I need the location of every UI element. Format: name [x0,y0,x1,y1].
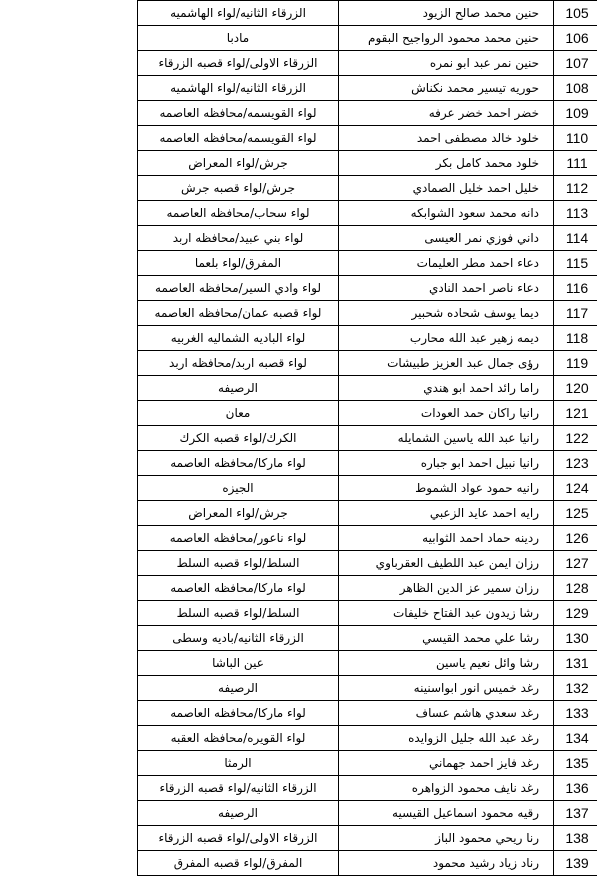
number-cell: 125 [554,501,597,526]
place-cell: لواء سحاب/محافظه العاصمه [138,201,339,226]
table-row [138,701,597,726]
number-cell: 122 [554,426,597,451]
number-cell: 111 [554,151,597,176]
place-cell: الجيزه [138,476,339,501]
name-cell: رنا ريحي محمود الباز [339,826,554,851]
place-cell: جرش/لواء قصبه جرش [138,176,339,201]
number-cell: 127 [554,551,597,576]
number-cell: 109 [554,101,597,126]
place-cell: الرمثا [138,751,339,776]
place-cell: السلط/لواء قصبه السلط [138,551,339,576]
name-cell: خلود محمد كامل بكر [339,151,554,176]
table-row [138,326,597,351]
place-cell: جرش/لواء المعراض [138,151,339,176]
name-cell: رقيه محمود اسماعيل القيسيه [339,801,554,826]
name-cell: ديمه زهير عبد الله محارب [339,326,554,351]
name-cell: خضر احمد خضر عرفه [339,101,554,126]
place-cell: الرصيفه [138,676,339,701]
number-cell: 139 [554,851,597,876]
number-cell: 132 [554,676,597,701]
place-cell: لواء ماركا/محافظه العاصمه [138,451,339,476]
table-row [138,801,597,826]
name-cell: راما رائد احمد ابو هندي [339,376,554,401]
table-row [138,351,597,376]
number-cell: 108 [554,76,597,101]
name-cell: دعاء احمد مطر العليمات [339,251,554,276]
table-row [138,201,597,226]
number-cell: 133 [554,701,597,726]
table-row [138,751,597,776]
place-cell: لواء وادي السير/محافظه العاصمه [138,276,339,301]
number-cell: 126 [554,526,597,551]
place-cell: لواء القويسمه/محافظه العاصمه [138,126,339,151]
number-cell: 135 [554,751,597,776]
number-cell: 137 [554,801,597,826]
name-cell: حنين نمر عبد ابو نمره [339,51,554,76]
number-cell: 130 [554,626,597,651]
name-cell: ردينه حماد احمد الثوابيه [339,526,554,551]
place-cell: لواء القويسمه/محافظه العاصمه [138,101,339,126]
table-row [138,451,597,476]
place-cell: لواء ماركا/محافظه العاصمه [138,576,339,601]
name-cell: ديما يوسف شحاده شحبير [339,301,554,326]
table-row [138,476,597,501]
number-cell: 117 [554,301,597,326]
number-cell: 106 [554,26,597,51]
name-cell: دانه محمد سعود الشوابكه [339,201,554,226]
table-row [138,1,597,26]
table-row [138,601,597,626]
name-cell: رغد خميس انور ابواسنينه [339,676,554,701]
table-row [138,251,597,276]
table-row [138,376,597,401]
name-cell: رايه احمد عايد الزعبي [339,501,554,526]
table-row [138,676,597,701]
place-cell: الزرقاء الاولى/لواء قصبه الزرقاء [138,51,339,76]
place-cell: الزرقاء الثانيه/لواء الهاشميه [138,1,339,26]
place-cell: مادبا [138,26,339,51]
name-cell: داني فوزي نمر العيسى [339,226,554,251]
number-cell: 128 [554,576,597,601]
number-cell: 116 [554,276,597,301]
place-cell: لواء الباديه الشماليه الغربيه [138,326,339,351]
name-cell: حنين محمد صالح الزيود [339,1,554,26]
name-cell: رانيه حمود عواد الشموط [339,476,554,501]
place-cell: لواء قصبه عمان/محافظه العاصمه [138,301,339,326]
table-row [138,301,597,326]
number-cell: 105 [554,1,597,26]
place-cell: لواء ماركا/محافظه العاصمه [138,701,339,726]
table-row [138,226,597,251]
number-cell: 138 [554,826,597,851]
name-cell: رزان ايمن عبد اللطيف العقرباوي [339,551,554,576]
name-cell: رؤى جمال عبد العزيز طبيشات [339,351,554,376]
table-row [138,176,597,201]
table-row [138,126,597,151]
number-cell: 120 [554,376,597,401]
name-cell: رشا وائل نعيم ياسين [339,651,554,676]
number-cell: 129 [554,601,597,626]
records-table [137,0,597,876]
table-row [138,551,597,576]
number-cell: 119 [554,351,597,376]
name-cell: حوريه تيسير محمد نكناش [339,76,554,101]
place-cell: لواء قصبه اربد/محافظه اربد [138,351,339,376]
place-cell: الزرقاء الثانيه/باديه وسطى [138,626,339,651]
name-cell: رانيا نبيل احمد ابو جباره [339,451,554,476]
number-cell: 121 [554,401,597,426]
number-cell: 107 [554,51,597,76]
table-row [138,851,597,876]
number-cell: 112 [554,176,597,201]
table-row [138,576,597,601]
place-cell: الزرقاء الثانيه/لواء الهاشميه [138,76,339,101]
name-cell: رغد عبد الله جليل الزوايده [339,726,554,751]
records-table-body [138,1,597,876]
place-cell: معان [138,401,339,426]
table-row [138,51,597,76]
table-row [138,26,597,51]
number-cell: 110 [554,126,597,151]
number-cell: 134 [554,726,597,751]
table-row [138,501,597,526]
place-cell: الكرك/لواء قصبه الكرك [138,426,339,451]
place-cell: الرصيفه [138,376,339,401]
place-cell: السلط/لواء قصبه السلط [138,601,339,626]
number-cell: 114 [554,226,597,251]
place-cell: عين الباشا [138,651,339,676]
place-cell: المفرق/لواء بلعما [138,251,339,276]
table-row [138,826,597,851]
place-cell: لواء بني عبيد/محافظه اربد [138,226,339,251]
name-cell: رزان سمير عز الدين الظاهر [339,576,554,601]
number-cell: 123 [554,451,597,476]
name-cell: رغد نايف محمود الزواهره [339,776,554,801]
number-cell: 118 [554,326,597,351]
table-row [138,101,597,126]
name-cell: رغد فايز احمد جهماني [339,751,554,776]
name-cell: خلود خالد مصطفى احمد [339,126,554,151]
table-row [138,151,597,176]
table-row [138,401,597,426]
place-cell: الزرقاء الثانيه/لواء قصبه الزرقاء [138,776,339,801]
name-cell: دعاء ناصر احمد النادي [339,276,554,301]
place-cell: المفرق/لواء قصبه المفرق [138,851,339,876]
name-cell: حنين محمد محمود الرواجيح البقوم [339,26,554,51]
number-cell: 124 [554,476,597,501]
name-cell: رغد سعدي هاشم عساف [339,701,554,726]
name-cell: رشا زيدون عبد الفتاح خليفات [339,601,554,626]
name-cell: رناد زياد رشيد محمود [339,851,554,876]
name-cell: رانيا عبد الله ياسين الشمايله [339,426,554,451]
name-cell: رشا علي محمد القيسي [339,626,554,651]
table-row [138,526,597,551]
name-cell: خليل احمد خليل الصمادي [339,176,554,201]
table-row [138,651,597,676]
table-row [138,726,597,751]
place-cell: لواء القويره/محافظه العقبه [138,726,339,751]
table-row [138,626,597,651]
number-cell: 136 [554,776,597,801]
place-cell: لواء ناعور/محافظه العاصمه [138,526,339,551]
table-row [138,276,597,301]
table-row [138,426,597,451]
name-cell: رانيا راكان حمد العودات [339,401,554,426]
place-cell: الزرقاء الاولى/لواء قصبه الزرقاء [138,826,339,851]
number-cell: 113 [554,201,597,226]
place-cell: جرش/لواء المعراض [138,501,339,526]
number-cell: 115 [554,251,597,276]
number-cell: 131 [554,651,597,676]
table-row [138,76,597,101]
place-cell: الرصيفه [138,801,339,826]
table-row [138,776,597,801]
